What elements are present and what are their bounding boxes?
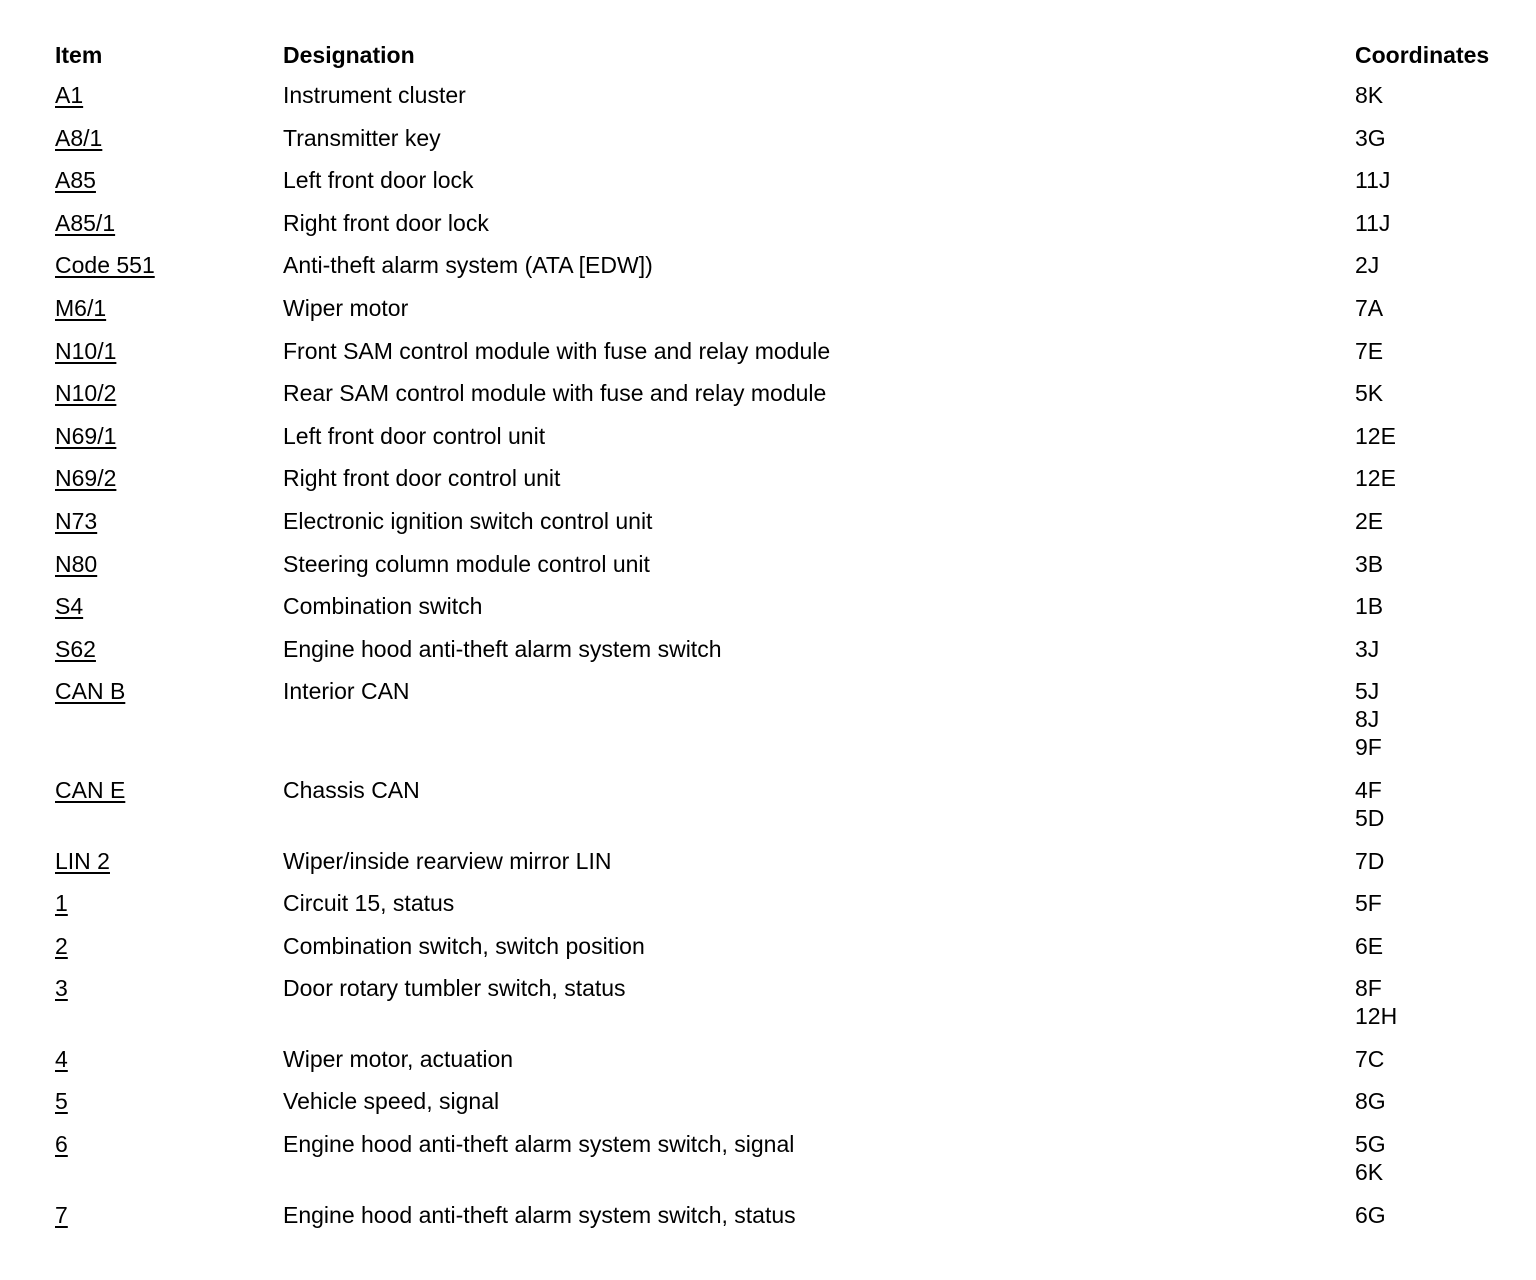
coordinates-cell: [1355, 932, 1530, 960]
item-link[interactable]: 3: [55, 975, 68, 1002]
table-row: [55, 379, 1530, 407]
designation-cell: Instrument cluster: [283, 82, 466, 108]
component-legend-table: [55, 38, 1530, 1243]
coordinates-cell: [1355, 422, 1530, 450]
item-link[interactable]: 6: [55, 1131, 68, 1158]
designation-cell: Right front door control unit: [283, 465, 561, 492]
coordinates-cell: [1355, 776, 1530, 832]
item-cell: [55, 251, 283, 279]
coordinates-cell: [1355, 294, 1530, 322]
designation-cell: Interior CAN: [283, 678, 410, 705]
item-cell: [55, 1045, 283, 1073]
item-link[interactable]: N80: [55, 550, 98, 577]
designation-cell: Wiper motor: [283, 294, 409, 321]
item-link[interactable]: 7: [55, 1201, 68, 1228]
table-row: [55, 1130, 1530, 1186]
item-link[interactable]: A1: [55, 82, 84, 108]
item-cell: [55, 776, 283, 804]
coordinates-cell: [1355, 592, 1530, 620]
designation-cell: Wiper/inside rearview mirror LIN: [283, 847, 612, 874]
coordinate-value: 7E: [1355, 337, 1384, 364]
item-cell: [55, 1087, 283, 1115]
item-link[interactable]: 1: [55, 890, 68, 917]
coordinate-value: 3B: [1355, 550, 1384, 577]
designation-cell: Combination switch: [283, 593, 483, 620]
item-link[interactable]: N69/2: [55, 465, 117, 492]
coordinate-value: 12E: [1355, 465, 1396, 492]
coordinate-value: 1B: [1355, 593, 1384, 620]
coordinate-value: 11J: [1355, 167, 1391, 194]
item-link[interactable]: M6/1: [55, 294, 107, 321]
item-link[interactable]: A8/1: [55, 124, 103, 151]
item-cell: [55, 550, 283, 578]
item-cell: [55, 422, 283, 450]
coordinate-value: 4F: [1355, 776, 1382, 803]
table-row: [55, 932, 1530, 960]
table-body: [55, 81, 1530, 1229]
coordinate-value: 9F: [1355, 734, 1382, 761]
coordinate-value: 3G: [1355, 124, 1386, 151]
designation-cell: Combination switch, switch position: [283, 932, 645, 959]
item-cell: [55, 507, 283, 535]
coordinates-cell: [1355, 677, 1530, 761]
table-row: [55, 677, 1530, 761]
header-designation-cell: [283, 38, 1355, 72]
item-cell: [55, 209, 283, 237]
item-link[interactable]: 2: [55, 932, 68, 959]
item-cell: [55, 932, 283, 960]
item-cell: [55, 294, 283, 322]
coordinates-cell: [1355, 635, 1530, 663]
coordinates-cell: [1355, 847, 1530, 875]
header-coordinates-cell: [1355, 38, 1530, 72]
item-cell: [55, 592, 283, 620]
coordinates-cell: [1355, 1201, 1530, 1229]
coordinate-value: 12E: [1355, 422, 1396, 449]
item-cell: [55, 337, 283, 365]
table-row: [55, 776, 1530, 832]
table-row: [55, 209, 1530, 237]
coordinate-value: 5J: [1355, 678, 1380, 705]
table-row: [55, 1201, 1530, 1229]
item-cell: [55, 635, 283, 663]
table-row: [55, 889, 1530, 917]
table-row: [55, 464, 1530, 492]
coordinate-value: 8K: [1355, 82, 1384, 108]
coordinate-value: 6K: [1355, 1159, 1384, 1186]
header-item-cell: [55, 38, 283, 72]
item-cell: [55, 1201, 283, 1229]
coordinates-cell: [1355, 81, 1530, 109]
coordinate-value: 5D: [1355, 804, 1385, 831]
coordinate-value: 8J: [1355, 706, 1380, 733]
item-link[interactable]: Code 551: [55, 252, 155, 279]
coordinate-value: 3J: [1355, 635, 1380, 662]
table-row: [55, 251, 1530, 279]
coordinate-value: 8F: [1355, 975, 1382, 1002]
coordinates-cell: [1355, 974, 1530, 1030]
designation-cell: Engine hood anti-theft alarm system switch, status: [283, 1201, 796, 1228]
designation-cell: Wiper motor, actuation: [283, 1045, 514, 1072]
designation-cell: Chassis CAN: [283, 776, 420, 803]
table-row: [55, 1045, 1530, 1073]
coordinate-value: 5F: [1355, 890, 1382, 917]
designation-cell: Right front door lock: [283, 209, 489, 236]
coordinates-cell: [1355, 379, 1530, 407]
coordinate-value: 6G: [1355, 1201, 1386, 1228]
table-row: [55, 974, 1530, 1030]
coordinates-cell: [1355, 550, 1530, 578]
coordinate-value: 2E: [1355, 507, 1384, 534]
table-header-row: [55, 38, 1530, 81]
coordinates-cell: [1355, 1045, 1530, 1073]
designation-cell: Steering column module control unit: [283, 550, 650, 577]
item-cell: [55, 677, 283, 705]
item-cell: [55, 81, 283, 109]
item-link[interactable]: 5: [55, 1088, 68, 1115]
item-link[interactable]: CAN B: [55, 678, 126, 705]
designation-cell: Engine hood anti-theft alarm system switch: [283, 635, 722, 662]
item-cell: [55, 847, 283, 875]
designation-cell: Door rotary tumbler switch, status: [283, 975, 626, 1002]
item-link[interactable]: 4: [55, 1045, 68, 1072]
item-cell: [55, 464, 283, 492]
coordinate-value: 11J: [1355, 209, 1391, 236]
item-link[interactable]: N69/1: [55, 422, 117, 449]
header-item: Item: [55, 42, 103, 68]
table-row: [55, 337, 1530, 365]
header-coordinates: Coordinates: [1355, 42, 1490, 68]
designation-cell: Vehicle speed, signal: [283, 1088, 500, 1115]
coordinate-value: 7C: [1355, 1045, 1385, 1072]
table-row: [55, 1087, 1530, 1115]
designation-cell: Transmitter key: [283, 124, 441, 151]
designation-cell: Left front door lock: [283, 167, 474, 194]
coordinates-cell: [1355, 124, 1530, 152]
table-row: [55, 507, 1530, 535]
coordinates-cell: [1355, 337, 1530, 365]
designation-cell: Left front door control unit: [283, 422, 546, 449]
item-link[interactable]: N10/1: [55, 337, 117, 364]
item-cell: [55, 1130, 283, 1158]
designation-cell: Anti-theft alarm system (ATA [EDW]): [283, 252, 653, 279]
item-link[interactable]: S4: [55, 593, 84, 620]
item-cell: [55, 889, 283, 917]
item-cell: [55, 974, 283, 1002]
coordinates-cell: [1355, 1087, 1530, 1115]
table-row: [55, 124, 1530, 152]
designation-cell: Front SAM control module with fuse and relay module: [283, 337, 831, 364]
coordinates-cell: [1355, 507, 1530, 535]
designation-cell: Electronic ignition switch control unit: [283, 507, 653, 534]
table-row: [55, 550, 1530, 578]
coordinate-value: 7A: [1355, 294, 1384, 321]
designation-cell: Rear SAM control module with fuse and relay module: [283, 380, 827, 407]
designation-cell: Circuit 15, status: [283, 890, 455, 917]
table-row: [55, 635, 1530, 663]
table-row: [55, 847, 1530, 875]
table-row: [55, 592, 1530, 620]
item-link[interactable]: LIN 2: [55, 847, 110, 874]
item-link[interactable]: A85: [55, 167, 96, 194]
item-cell: [55, 124, 283, 152]
item-link[interactable]: S62: [55, 635, 96, 662]
coordinates-cell: [1355, 464, 1530, 492]
item-cell: [55, 379, 283, 407]
table-row: [55, 81, 1530, 109]
coordinate-value: 5G: [1355, 1131, 1386, 1158]
designation-cell: Engine hood anti-theft alarm system switch, signal: [283, 1131, 795, 1158]
coordinate-value: 5K: [1355, 380, 1384, 407]
header-designation: Designation: [283, 42, 415, 68]
coordinates-cell: [1355, 209, 1530, 237]
coordinates-cell: [1355, 251, 1530, 279]
coordinate-value: 12H: [1355, 1003, 1398, 1030]
coordinate-value: 8G: [1355, 1088, 1386, 1115]
coordinates-cell: [1355, 1130, 1530, 1186]
table-row: [55, 166, 1530, 194]
coordinate-value: 2J: [1355, 252, 1380, 279]
item-link[interactable]: CAN E: [55, 776, 126, 803]
item-link[interactable]: A85/1: [55, 209, 116, 236]
coordinate-value: 7D: [1355, 847, 1385, 874]
coordinates-cell: [1355, 889, 1530, 917]
table-row: [55, 294, 1530, 322]
coordinate-value: 6E: [1355, 932, 1384, 959]
item-link[interactable]: N10/2: [55, 380, 117, 407]
item-link[interactable]: N73: [55, 507, 98, 534]
table-row: [55, 422, 1530, 450]
coordinates-cell: [1355, 166, 1530, 194]
item-cell: [55, 166, 283, 194]
